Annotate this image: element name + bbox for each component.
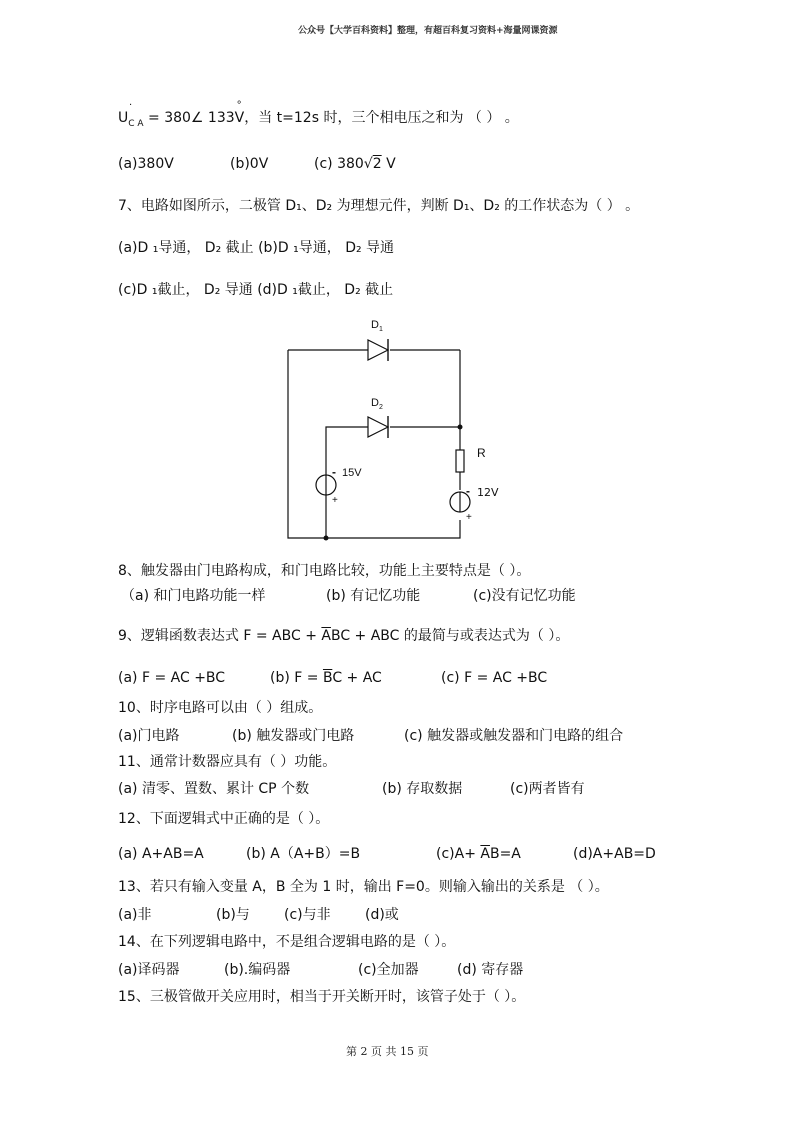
d1-subscript: 1 [379, 326, 383, 333]
source-12v-plus: + [466, 512, 472, 523]
q11-stem: 11、通常计数器应具有（ ）功能。 [118, 754, 337, 770]
source-12v-minus: - [466, 484, 470, 498]
source-12v-label: 12V [477, 486, 499, 499]
q12-stem: 12、下面逻辑式中正确的是（ ）。 [118, 811, 330, 827]
phasor-dot: · [129, 100, 133, 111]
q6-degree-mark: ° [236, 100, 242, 111]
q14-option-c: (c)全加器 [358, 962, 419, 978]
sqrt-symbol: √ [363, 156, 373, 172]
q6-option-c-value: (c) 380 [314, 156, 364, 172]
q9-option-c: (c) F = AC +BC [441, 670, 548, 686]
diode-circuit-diagram [280, 310, 486, 542]
q6-u-symbol: U [118, 110, 129, 126]
q11-option-a: (a) 清零、置数、累计 CP 个数 [118, 781, 310, 797]
q13-option-c: (c)与非 [284, 907, 331, 923]
q9-option-b-end: C + AC [332, 670, 382, 686]
d1-label: D [371, 319, 379, 331]
q9-stem-end: BC + ABC 的最简与或表达式为（ ）。 [330, 628, 570, 644]
q6-option-b: (b)0V [230, 156, 269, 172]
d2-label: D [371, 397, 379, 409]
q10-stem: 10、时序电路可以由（ ）组成。 [118, 700, 323, 716]
q13-option-b: (b)与 [216, 907, 250, 923]
q9-stem-start: 9、逻辑函数表达式 F = ABC + [118, 628, 322, 644]
source-15v-plus: + [332, 495, 338, 506]
q6-equation: = 380∠ 133 [143, 110, 235, 126]
q7-stem: 7、电路如图所示，二极管 D₁、D₂ 为理想元件，判断 D₁、D₂ 的工作状态为（ ） 。 [118, 198, 640, 214]
q6-option-a: (a)380V [118, 156, 174, 172]
resistor-r-icon [456, 450, 464, 472]
source-15v-label: 15V [342, 467, 362, 479]
q12-option-a: (a) A+AB=A [118, 846, 204, 862]
q7-options-ab: (a)D ₁导通， D₂ 截止 (b)D ₁导通， D₂ 导通 [118, 240, 395, 256]
q6-option-c-unit: V [381, 156, 396, 172]
q8-option-c: (c)没有记忆功能 [473, 588, 576, 604]
q6-question-text: ，当 t=12s 时，三个相电压之和为 （ ） 。 [244, 110, 519, 126]
q9-option-b-start: (b) F = [270, 670, 323, 686]
q12-option-b: (b) A（A+B）=B [246, 846, 361, 862]
q12-option-c-start: (c)A+ [436, 846, 481, 862]
q6-u-subscript: C A [128, 119, 144, 129]
q10-option-a: (a)门电路 [118, 728, 180, 744]
q12-option-d: (d)A+AB=D [573, 846, 656, 862]
q15-stem: 15、三极管做开关应用时，相当于开关断开时，该管子处于（ ）。 [118, 989, 526, 1005]
q11-option-c: (c)两者皆有 [510, 781, 585, 797]
q11-option-b: (b) 存取数据 [382, 781, 463, 797]
page-footer: 第 2 页 共 15 页 [346, 1045, 429, 1058]
q10-option-b: (b) 触发器或门电路 [232, 728, 355, 744]
q10-option-c: (c) 触发器或触发器和门电路的组合 [404, 728, 624, 744]
diode-d1-icon [368, 339, 388, 361]
q13-option-d: (d)或 [365, 907, 399, 923]
q12-option-c-end: B=A [489, 846, 521, 862]
q13-option-a: (a)非 [118, 907, 152, 923]
q9-option-b [270, 669, 382, 687]
q14-option-a: (a)译码器 [118, 962, 180, 978]
q9-b-complement: $\overline{B}$ [322, 670, 333, 686]
page-header: 公众号【大学百科资料】整理，有超百科复习资料+海量网课资源 [298, 26, 558, 36]
q14-stem: 14、在下列逻辑电路中，不是组合逻辑电路的是（ ）。 [118, 934, 456, 950]
q9-a-complement: $\overline{A}$ [321, 628, 331, 644]
q8-option-b: (b) 有记忆功能 [326, 588, 421, 604]
outer-loop-wire [288, 350, 460, 538]
q6-option-c [314, 155, 396, 173]
diode-d2-icon [368, 416, 388, 438]
q8-option-a: （a) 和门电路功能一样 [121, 588, 266, 604]
resistor-label: R [477, 446, 486, 460]
source-15v-minus: - [332, 465, 336, 479]
q9-option-a: (a) F = AC +BC [118, 670, 226, 686]
q8-stem: 8、触发器由门电路构成，和门电路比较，功能上主要特点是（ ）。 [118, 563, 531, 579]
q14-option-b: (b).编码器 [224, 962, 291, 978]
q14-option-d: (d) 寄存器 [457, 962, 524, 978]
q6-option-c-radicand: 2 [372, 156, 382, 172]
q9-stem [118, 627, 569, 645]
q6-volt-unit: V [234, 110, 245, 126]
q12-option-c [436, 845, 521, 863]
q12-a-complement: $\overline{A}$ [480, 846, 490, 862]
d2-subscript: 2 [379, 404, 383, 411]
junction-dot-right [458, 425, 463, 430]
q6-continuation [118, 100, 519, 129]
q13-stem: 13、若只有输入变量 A，B 全为 1 时，输出 F=0。则输入输出的关系是 （ ）。 [118, 879, 609, 895]
q7-options-cd: (c)D ₁截止， D₂ 导通 (d)D ₁截止， D₂ 截止 [118, 282, 394, 298]
junction-dot-bottom [324, 536, 329, 541]
